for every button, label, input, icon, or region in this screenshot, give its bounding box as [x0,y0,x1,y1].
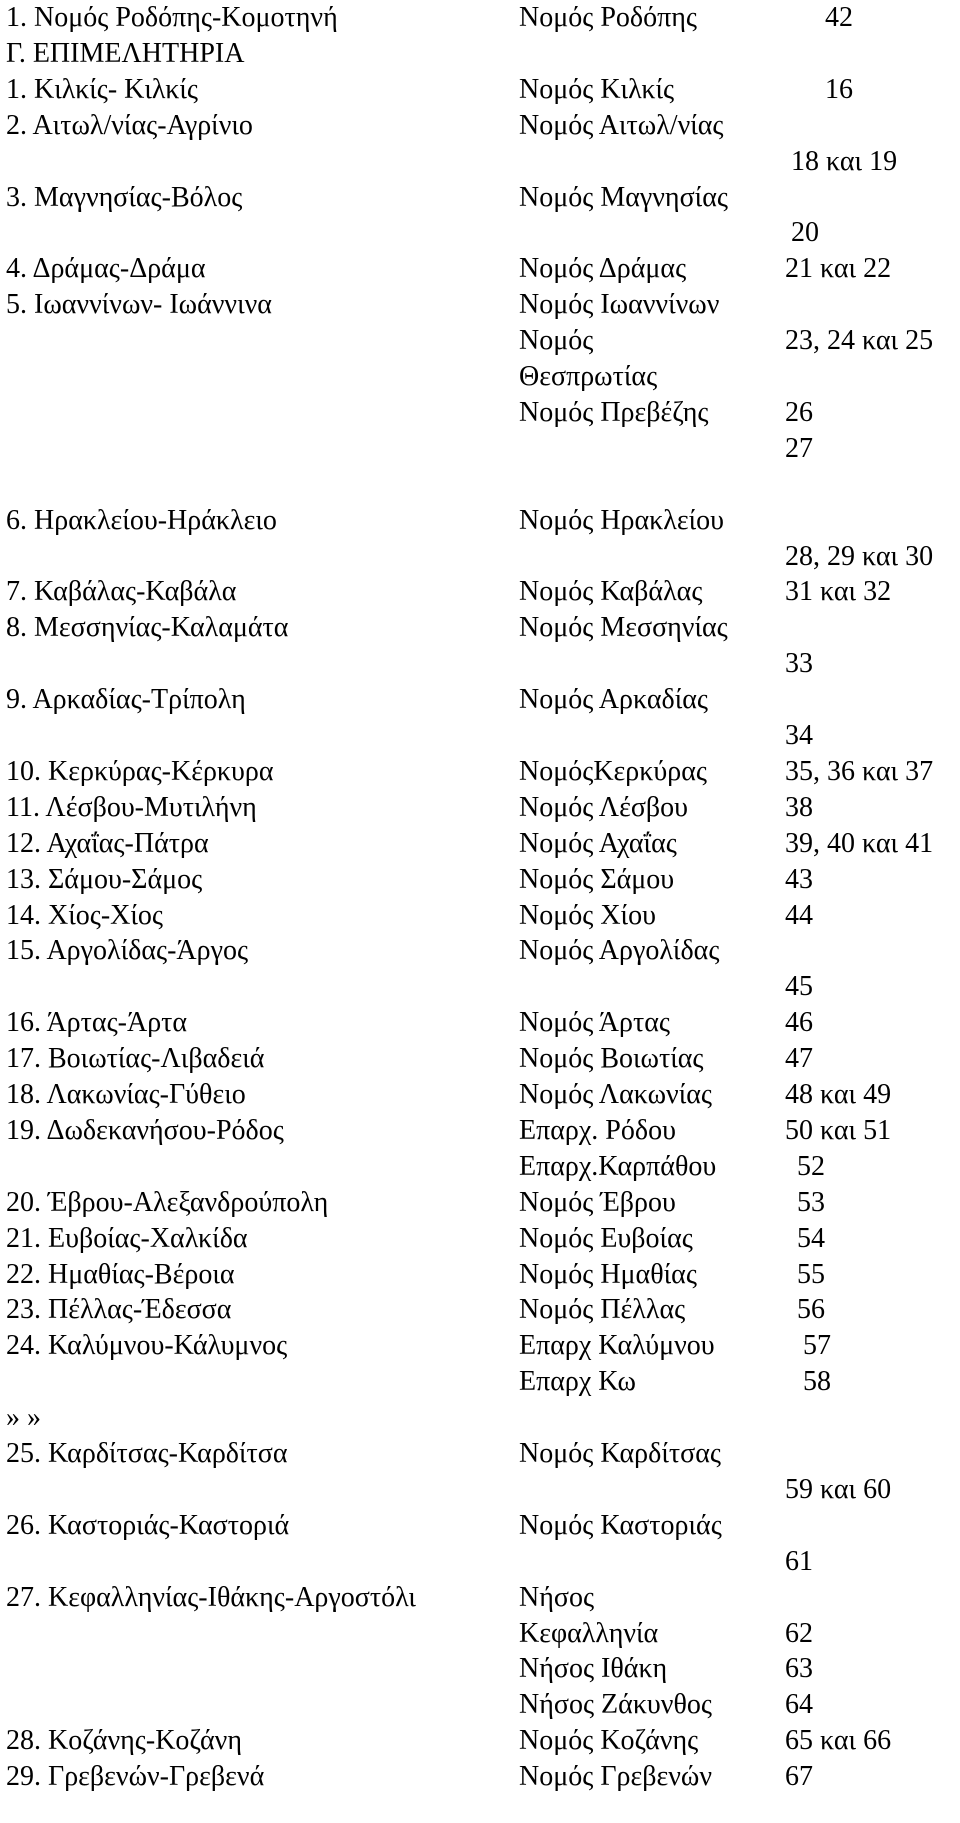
prefecture-label: Νομός Ημαθίας [519,1259,697,1290]
reference-number: 34 [785,720,813,751]
entry-label: 17. Βοιωτίας-Λιβαδειά [6,1043,265,1074]
reference-number: 26 [785,397,813,428]
reference-number: 58 [803,1366,831,1397]
reference-number: 31 και 32 [785,576,892,607]
reference-number: 67 [785,1761,813,1792]
prefecture-label: Νομός Έβρου [519,1187,676,1218]
prefecture-label: ΝομόςΚερκύρας [519,756,707,787]
reference-number: 42 [825,2,853,33]
reference-number: 56 [797,1294,825,1325]
reference-number: 43 [785,864,813,895]
reference-number: 28, 29 και 30 [785,541,934,572]
reference-number: 65 και 66 [785,1725,892,1756]
entry-label: 8. Μεσσηνίας-Καλαμάτα [6,612,289,643]
prefecture-label: Νομός Ευβοίας [519,1223,693,1254]
prefecture-label: Νομός Καστοριάς [519,1510,722,1541]
prefecture-label: Επαρχ. Ρόδου [519,1115,676,1146]
prefecture-label: Νομός Γρεβενών [519,1761,712,1792]
reference-number: 45 [785,971,813,1002]
prefecture-label: Νομός Πρεβέζης [519,397,709,428]
reference-number: 53 [797,1187,825,1218]
prefecture-label: Νομός Δράμας [519,253,687,284]
prefecture-label: Νομός Λέσβου [519,792,689,823]
entry-label: 14. Χίος-Χίος [6,900,164,931]
prefecture-label: Νομός Αρκαδίας [519,684,708,715]
entry-label: 9. Αρκαδίας-Τρίπολη [6,684,246,715]
entry-label: 29. Γρεβενών-Γρεβενά [6,1761,265,1792]
entry-label: 27. Κεφαλληνίας-Ιθάκης-Αργοστόλι [6,1582,416,1613]
reference-number: 18 και 19 [791,146,898,177]
entry-label: 11. Λέσβου-Μυτιλήνη [6,792,257,823]
reference-number: 33 [785,648,813,679]
reference-number: 52 [797,1151,825,1182]
reference-number: 35, 36 και 37 [785,756,934,787]
prefecture-label: Κεφαλληνία [519,1618,659,1649]
prefecture-label: Νομός Αιτωλ/νίας [519,110,724,141]
entry-label: 16. Άρτας-Άρτα [6,1007,188,1038]
reference-number: 46 [785,1007,813,1038]
prefecture-label: Νήσος Ιθάκη [519,1653,668,1684]
entry-label: 6. Ηρακλείου-Ηράκλειο [6,505,277,536]
reference-number: 54 [797,1223,825,1254]
entry-label: 28. Κοζάνης-Κοζάνη [6,1725,242,1756]
prefecture-label: Νομός Ροδόπης [519,2,697,33]
reference-number: 16 [825,74,853,105]
prefecture-label: Νομός Αργολίδας [519,935,720,966]
prefecture-label: Νομός Καβάλας [519,576,703,607]
prefecture-label: Νομός Πέλλας [519,1294,686,1325]
prefecture-label: Νομός Μεσσηνίας [519,612,728,643]
prefecture-label: Νομός Σάμου [519,864,675,895]
prefecture-label: Νήσος Ζάκυνθος [519,1689,712,1720]
prefecture-label: Νήσος [519,1582,595,1613]
entry-label: 22. Ημαθίας-Βέροια [6,1259,235,1290]
reference-number: 44 [785,900,813,931]
reference-number: 20 [791,217,819,248]
prefecture-label: Νομός Κιλκίς [519,74,675,105]
reference-number: 38 [785,792,813,823]
entry-label: 3. Μαγνησίας-Βόλος [6,182,243,213]
prefecture-label: Νομός Αχαΐας [519,828,677,859]
entry-label: 12. Αχαΐας-Πάτρα [6,828,209,859]
entry-label: 24. Καλύμνου-Κάλυμνος [6,1330,288,1361]
entry-label: 10. Κερκύρας-Κέρκυρα [6,756,274,787]
entry-label: 15. Αργολίδας-Άργος [6,935,249,966]
entry-label: 7. Καβάλας-Καβάλα [6,576,237,607]
entry-label: 19. Δωδεκανήσου-Ρόδος [6,1115,284,1146]
reference-number: 62 [785,1618,813,1649]
prefecture-label: Νομός Καρδίτσας [519,1438,721,1469]
reference-number: 47 [785,1043,813,1074]
prefecture-label: Νομός Ηρακλείου [519,505,725,536]
entry-label: 20. Έβρου-Αλεξανδρούπολη [6,1187,329,1218]
reference-number: 39, 40 και 41 [785,828,934,859]
reference-number: 57 [803,1330,831,1361]
reference-number: 48 και 49 [785,1079,892,1110]
entry-label: » » [6,1402,41,1433]
prefecture-label: Νομός Μαγνησίας [519,182,728,213]
entry-label: Γ. ΕΠΙΜΕΛΗΤΗΡΙΑ [6,38,245,69]
entry-label: 4. Δράμας-Δράμα [6,253,206,284]
reference-number: 55 [797,1259,825,1290]
reference-number: 64 [785,1689,813,1720]
prefecture-label: Νομός Βοιωτίας [519,1043,704,1074]
entry-label: 1. Νομός Ροδόπης-Κομοτηνή [6,2,338,33]
reference-number: 23, 24 και 25 [785,325,934,356]
entry-label: 2. Αιτωλ/νίας-Αγρίνιο [6,110,253,141]
reference-number: 27 [785,433,813,464]
entry-label: 25. Καρδίτσας-Καρδίτσα [6,1438,288,1469]
prefecture-label: Νομός Άρτας [519,1007,670,1038]
prefecture-label: Νομός Κοζάνης [519,1725,699,1756]
prefecture-label: Νομός Λακωνίας [519,1079,712,1110]
prefecture-label: Επαρχ.Καρπάθου [519,1151,717,1182]
reference-number: 59 και 60 [785,1474,892,1505]
entry-label: 1. Κιλκίς- Κιλκίς [6,74,198,105]
prefecture-label: Νομός Χίου [519,900,656,931]
reference-number: 63 [785,1653,813,1684]
prefecture-label: Νομός [519,325,594,356]
entry-label: 18. Λακωνίας-Γύθειο [6,1079,246,1110]
prefecture-label: Νομός Ιωαννίνων [519,289,720,320]
entry-label: 5. Ιωαννίνων- Ιωάννινα [6,289,272,320]
reference-number: 21 και 22 [785,253,892,284]
entry-label: 23. Πέλλας-Έδεσσα [6,1294,232,1325]
entry-label: 21. Ευβοίας-Χαλκίδα [6,1223,248,1254]
entry-label: 26. Καστοριάς-Καστοριά [6,1510,290,1541]
prefecture-label: Επαρχ Κω [519,1366,636,1397]
prefecture-label: Θεσπρωτίας [519,361,658,392]
reference-number: 50 και 51 [785,1115,892,1146]
entry-label: 13. Σάμου-Σάμος [6,864,203,895]
reference-number: 61 [785,1546,813,1577]
prefecture-label: Επαρχ Καλύμνου [519,1330,715,1361]
